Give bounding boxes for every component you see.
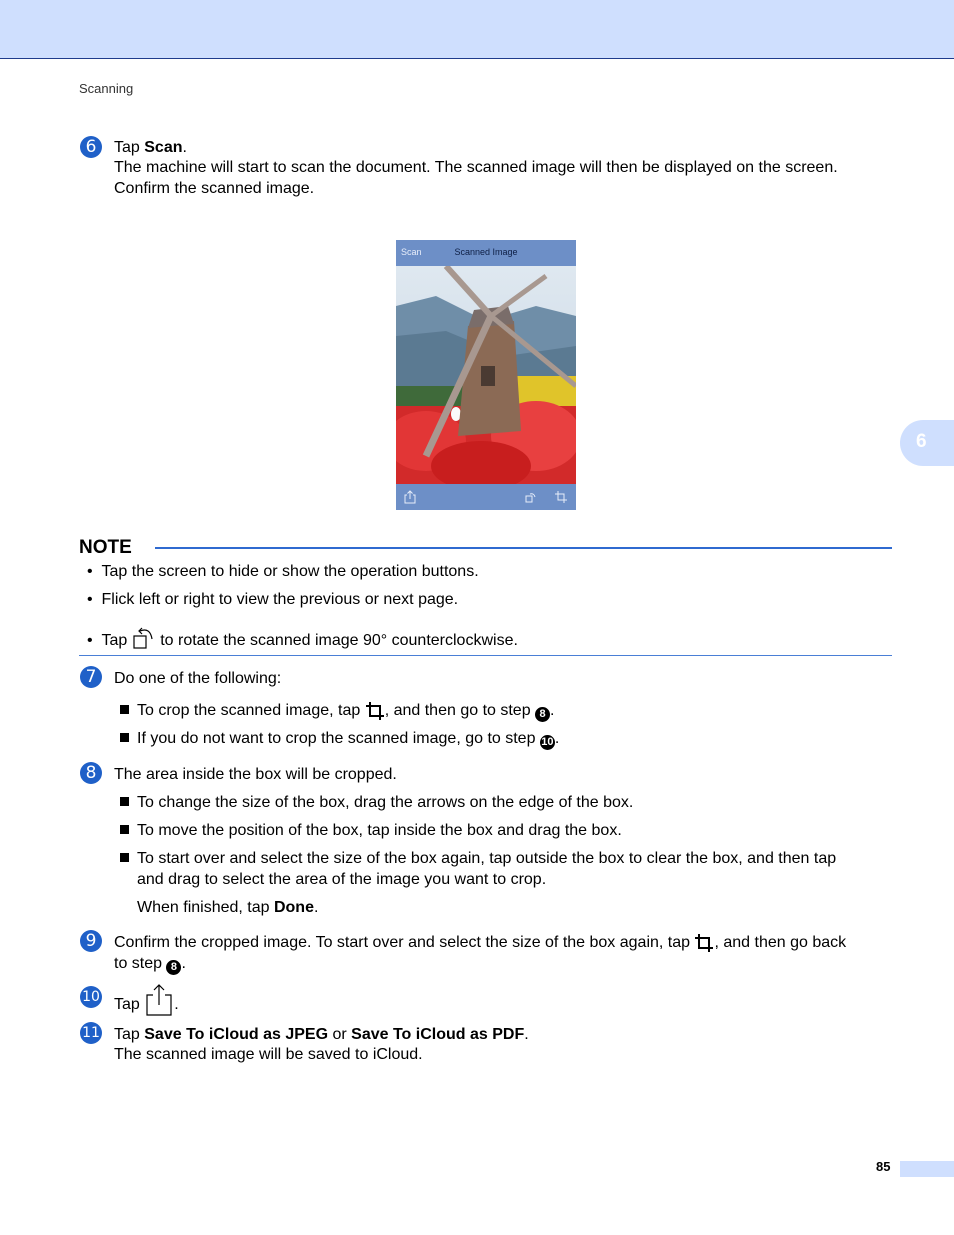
step-9-line2 bbox=[114, 953, 186, 975]
step-11-number: 11 bbox=[80, 1022, 102, 1044]
save-pdf-label: Save To iCloud as PDF bbox=[351, 1026, 525, 1043]
step-11-line2: The scanned image will be saved to iCloud. bbox=[114, 1046, 423, 1063]
step-7-b1-period: . bbox=[550, 702, 555, 719]
step-7-number: 7 bbox=[80, 666, 102, 688]
step-8-done bbox=[137, 897, 318, 918]
page-number-band bbox=[900, 1161, 954, 1177]
note-item-1-text: Tap the screen to hide or show the operation buttons. bbox=[101, 563, 479, 580]
step-9-text-3: to step bbox=[114, 955, 167, 972]
note-item-2-text: Flick left or right to view the previous or next page. bbox=[101, 591, 459, 608]
step-8-done-period: . bbox=[313, 899, 319, 916]
note-rotate-text: to rotate the scanned image 90° counterclockwise. bbox=[155, 632, 518, 649]
step-11-period: . bbox=[524, 1026, 529, 1043]
step-8-b3-text: To start over and select the size of the box again, tap outside the box to clear the box, and then tap bbox=[137, 850, 837, 867]
step-6-scan-label: Scan bbox=[144, 139, 183, 156]
step-8-done-text: When finished, tap bbox=[137, 899, 274, 916]
step-7-b1-text-2: , and then go to step bbox=[384, 702, 536, 719]
step-9-line1 bbox=[114, 932, 846, 953]
step-8-bullet-2 bbox=[120, 820, 622, 841]
step-9-text-2: , and then go back bbox=[714, 934, 847, 951]
step-6-number: 6 bbox=[80, 136, 102, 158]
app-title: Scanned Image bbox=[454, 247, 518, 257]
rotate-icon bbox=[132, 625, 156, 651]
step-8-text: The area inside the box will be cropped. bbox=[114, 766, 397, 783]
step-6-period: . bbox=[182, 139, 187, 156]
step-ref: 8 bbox=[535, 707, 550, 722]
note-item: • Tap the screen to hide or show the operation buttons. bbox=[87, 563, 479, 580]
app-nav-bar bbox=[396, 240, 576, 266]
back-button[interactable]: Scan bbox=[401, 247, 422, 257]
step-9-number: 9 bbox=[80, 930, 102, 952]
step-ref: 10 bbox=[541, 736, 554, 748]
step-8-bullet-3-cont: and drag to select the area of the image you want to crop. bbox=[137, 871, 547, 888]
step-6-line2: The machine will start to scan the document. The scanned image will then be displayed on the screen. bbox=[114, 159, 838, 176]
crop-icon bbox=[694, 933, 714, 953]
page-number: 85 bbox=[876, 1159, 891, 1174]
step-10-period: . bbox=[174, 996, 179, 1013]
breadcrumb: Scanning bbox=[79, 81, 134, 96]
step-7-b1-text: To crop the scanned image, tap bbox=[137, 702, 365, 719]
step-11-line1 bbox=[114, 1024, 529, 1045]
step-7-b2-text: If you do not want to crop the scanned image, go to step bbox=[137, 730, 540, 747]
step-10-tap: Tap bbox=[114, 996, 145, 1013]
crop-icon[interactable] bbox=[555, 491, 567, 503]
header-band bbox=[0, 0, 954, 59]
step-8-bullet-3 bbox=[120, 848, 836, 869]
done-label: Done bbox=[273, 899, 314, 916]
note-rotate-tap: Tap bbox=[101, 632, 132, 649]
chapter-tab bbox=[900, 420, 954, 466]
step-6-line3: Confirm the scanned image. bbox=[114, 180, 315, 197]
app-toolbar bbox=[396, 484, 576, 510]
note-end-divider bbox=[79, 655, 892, 656]
step-9-text: Confirm the cropped image. To start over and select the size of the box again, tap bbox=[114, 934, 695, 951]
step-6-tap: Tap bbox=[114, 139, 145, 156]
step-11-or: or bbox=[328, 1026, 352, 1043]
step-8-b1-text: To change the size of the box, drag the arrows on the edge of the box. bbox=[137, 794, 634, 811]
chapter-number: 6 bbox=[916, 431, 927, 452]
windmill-photo bbox=[396, 266, 576, 484]
step-10-number: 10 bbox=[80, 986, 102, 1008]
step-7-bullet-2 bbox=[120, 728, 559, 750]
step-9-period: . bbox=[181, 955, 186, 972]
note-item: • Tap to rotate the scanned image 90° counterclockwise. bbox=[87, 625, 518, 651]
share-icon bbox=[144, 983, 174, 1017]
save-jpeg-label: Save To iCloud as JPEG bbox=[144, 1026, 329, 1043]
step-10-line bbox=[114, 983, 179, 1017]
step-8-bullet-1 bbox=[120, 792, 633, 813]
step-8-number: 8 bbox=[80, 762, 102, 784]
step-8-b2-text: To move the position of the box, tap inside the box and drag the box. bbox=[137, 822, 622, 839]
step-ref: 8 bbox=[166, 960, 181, 975]
step-7-b2-period: . bbox=[554, 730, 560, 747]
step-11-tap: Tap bbox=[114, 1026, 145, 1043]
note-item: • Flick left or right to view the previous or next page. bbox=[87, 591, 459, 608]
note-title: NOTE bbox=[79, 537, 132, 558]
crop-icon bbox=[365, 701, 385, 721]
share-icon[interactable] bbox=[404, 490, 416, 504]
step-6-line1 bbox=[114, 137, 187, 158]
step-7-bullet-1 bbox=[120, 700, 555, 722]
rotate-icon[interactable] bbox=[525, 491, 537, 503]
step-7-text: Do one of the following: bbox=[114, 670, 282, 687]
scanned-image-screenshot bbox=[396, 240, 576, 510]
note-divider bbox=[155, 547, 892, 549]
